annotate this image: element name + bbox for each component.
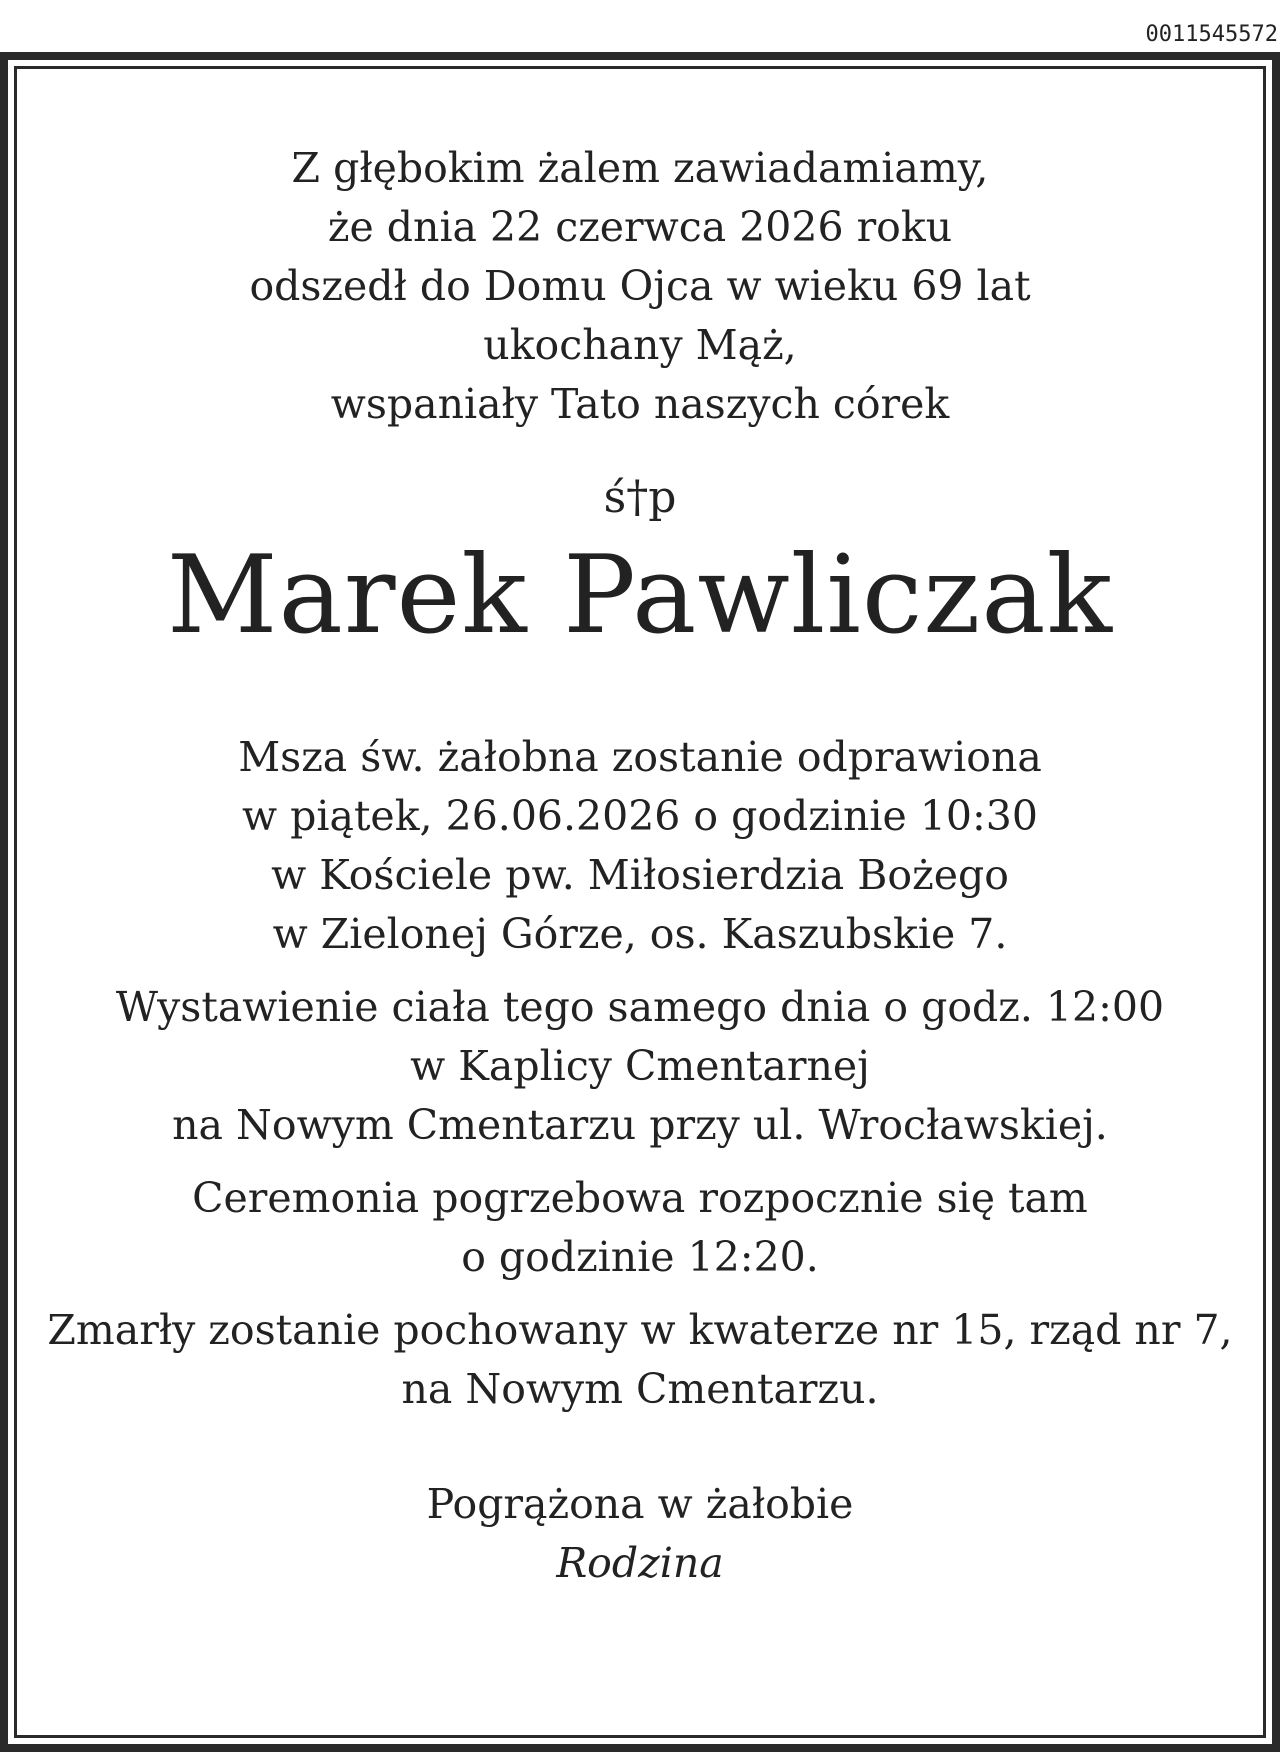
mass-paragraph — [14, 728, 1266, 964]
signature-text: Rodzina — [556, 1539, 724, 1587]
mourning-text: Pogrążona w żałobie — [426, 1480, 854, 1528]
obituary-content — [14, 66, 1266, 1593]
viewing-paragraph — [14, 978, 1266, 1155]
viewing-line: Wystawienie ciała tego samego dnia o godz. 12:00 — [115, 983, 1165, 1031]
memorial-prefix: ś†p — [603, 472, 677, 523]
ceremony-line: Ceremonia pogrzebowa rozpocznie się tam — [192, 1174, 1088, 1222]
intro-paragraph — [14, 139, 1266, 434]
mass-line: Msza św. żałobna zostanie odprawiona — [238, 733, 1042, 781]
intro-line: że dnia 22 czerwca 2026 roku — [327, 203, 953, 251]
ad-id-number: 0011545572 — [1145, 22, 1278, 47]
intro-line: ukochany Mąż, — [483, 321, 797, 369]
mass-line: w Zielonej Górze, os. Kaszubskie 7. — [272, 910, 1008, 958]
burial-line: Zmarły zostanie pochowany w kwaterze nr 15, rząd nr 7, — [47, 1306, 1233, 1354]
viewing-line: w Kaplicy Cmentarnej — [410, 1042, 870, 1090]
ceremony-line: o godzinie 12:20. — [461, 1233, 819, 1281]
intro-line: wspaniały Tato naszych córek — [330, 380, 950, 428]
burial-paragraph — [14, 1301, 1266, 1419]
burial-line: na Nowym Cmentarzu. — [401, 1365, 879, 1413]
intro-line: Z głębokim żalem zawiadamiamy, — [291, 144, 989, 192]
ceremony-paragraph — [14, 1169, 1266, 1287]
closing-paragraph — [14, 1475, 1266, 1593]
deceased-name: Marek Pawliczak — [166, 533, 1114, 658]
viewing-line: na Nowym Cmentarzu przy ul. Wrocławskiej. — [172, 1101, 1108, 1149]
mass-line: w piątek, 26.06.2026 o godzinie 10:30 — [242, 792, 1038, 840]
intro-line: odszedł do Domu Ojca w wieku 69 lat — [249, 262, 1031, 310]
mass-line: w Kościele pw. Miłosierdzia Bożego — [271, 851, 1009, 899]
